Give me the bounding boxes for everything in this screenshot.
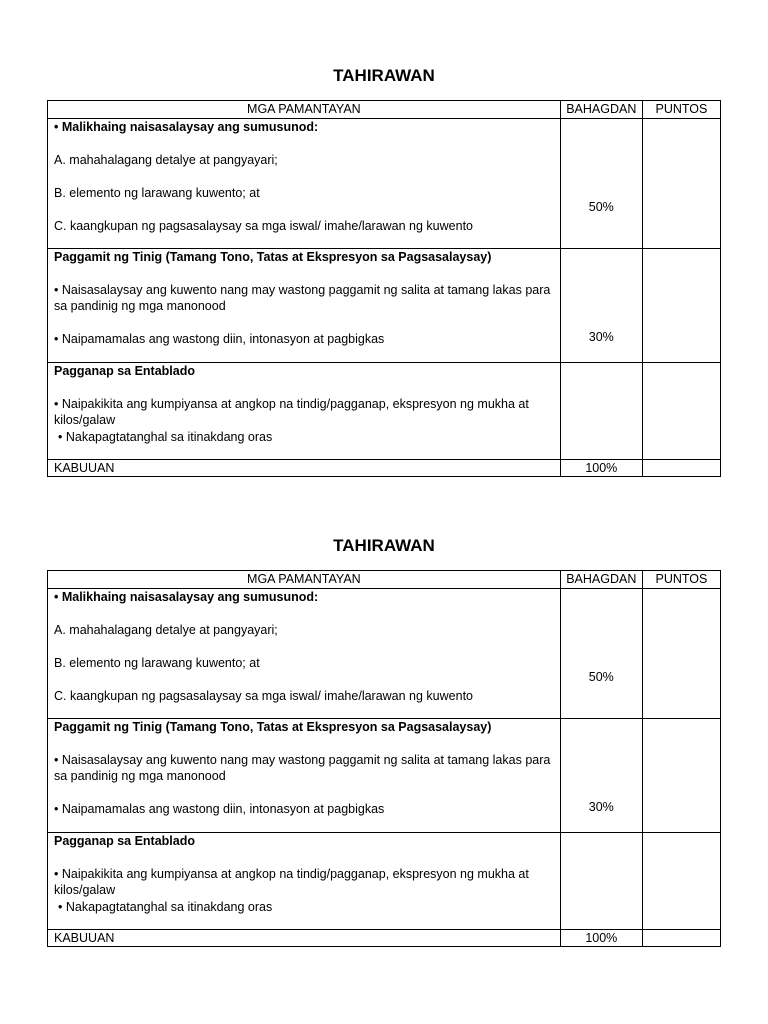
criteria-item: • Nakapagtatanghal sa itinakdang oras [58, 899, 273, 914]
rubric-table [47, 570, 721, 947]
header-points: PUNTOS [642, 571, 720, 589]
criteria-item: C. kaangkupan ng pagsasalaysay sa mga iswal/ imahe/larawan ng kuwento [54, 688, 473, 703]
header-row [48, 101, 721, 119]
percent-cell [560, 588, 642, 718]
criteria-row-voice [48, 718, 721, 832]
criteria-cell [48, 118, 561, 248]
rubric-block [47, 533, 721, 947]
percent-cell [560, 118, 642, 248]
criteria-item: A. mahahalagang detalye at pangyayari; [54, 622, 278, 637]
criteria-cell [48, 832, 561, 929]
criteria-cell [48, 588, 561, 718]
points-cell [642, 718, 720, 832]
rubric-table [47, 100, 721, 477]
criteria-cell [48, 718, 561, 832]
criteria-heading: • Malikhaing naisasalaysay ang sumusunod: [54, 589, 319, 604]
criteria-row-creativity [48, 588, 721, 718]
percent-value: 30% [588, 799, 614, 814]
points-cell [642, 832, 720, 929]
criteria-item: • Naipakikita ang kumpiyansa at angkop na tindig/pagganap, ekspresyon ng mukha at kilos/galaw [54, 866, 529, 897]
rubric-block [47, 63, 721, 477]
percent-value: 30% [588, 329, 614, 344]
total-points-cell [642, 929, 720, 947]
percent-cell [560, 832, 642, 929]
header-percent: BAHAGDAN [560, 101, 642, 119]
total-label: KABUUAN [48, 929, 561, 947]
criteria-item: C. kaangkupan ng pagsasalaysay sa mga iswal/ imahe/larawan ng kuwento [54, 218, 473, 233]
percent-value: 50% [588, 199, 614, 214]
percent-cell [560, 248, 642, 362]
criteria-item: B. elemento ng larawang kuwento; at [54, 655, 260, 670]
header-percent: BAHAGDAN [560, 571, 642, 589]
header-points: PUNTOS [642, 101, 720, 119]
percent-value: 50% [588, 669, 614, 684]
criteria-heading: • Malikhaing naisasalaysay ang sumusunod: [54, 119, 319, 134]
header-criteria: MGA PAMANTAYAN [48, 571, 561, 589]
percent-cell [560, 718, 642, 832]
rubric-title: TAHIRAWAN [333, 66, 435, 85]
header-criteria: MGA PAMANTAYAN [48, 101, 561, 119]
criteria-item: • Naisasalaysay ang kuwento nang may wastong paggamit ng salita at tamang lakas para sa pandinig ng mga manonood [54, 752, 551, 783]
criteria-cell [48, 362, 561, 459]
criteria-heading: Pagganap sa Entablado [54, 363, 196, 378]
criteria-item: • Naisasalaysay ang kuwento nang may wastong paggamit ng salita at tamang lakas para sa pandinig ng mga manonood [54, 282, 551, 313]
percent-cell [560, 362, 642, 459]
criteria-heading: Paggamit ng Tinig (Tamang Tono, Tatas at Ekspresyon sa Pagsasalaysay) [54, 249, 492, 264]
criteria-row-stage [48, 362, 721, 459]
criteria-item: • Naipamamalas ang wastong diin, intonasyon at pagbigkas [54, 332, 385, 346]
total-row [48, 929, 721, 947]
points-cell [642, 248, 720, 362]
points-cell [642, 118, 720, 248]
criteria-heading: Paggamit ng Tinig (Tamang Tono, Tatas at Ekspresyon sa Pagsasalaysay) [54, 719, 492, 734]
total-row [48, 459, 721, 477]
total-points-cell [642, 459, 720, 477]
total-percent: 100% [560, 459, 642, 477]
total-label: KABUUAN [48, 459, 561, 477]
rubric-title: TAHIRAWAN [333, 536, 435, 555]
criteria-item: • Naipamamalas ang wastong diin, intonasyon at pagbigkas [54, 802, 385, 816]
criteria-item: A. mahahalagang detalye at pangyayari; [54, 152, 278, 167]
points-cell [642, 362, 720, 459]
points-cell [642, 588, 720, 718]
criteria-item: • Naipakikita ang kumpiyansa at angkop na tindig/pagganap, ekspresyon ng mukha at kilos/galaw [54, 396, 529, 427]
criteria-row-voice [48, 248, 721, 362]
criteria-item: B. elemento ng larawang kuwento; at [54, 185, 260, 200]
criteria-item: • Nakapagtatanghal sa itinakdang oras [58, 429, 273, 444]
header-row [48, 571, 721, 589]
total-percent: 100% [560, 929, 642, 947]
criteria-cell [48, 248, 561, 362]
criteria-row-stage [48, 832, 721, 929]
criteria-heading: Pagganap sa Entablado [54, 833, 196, 848]
criteria-row-creativity [48, 118, 721, 248]
